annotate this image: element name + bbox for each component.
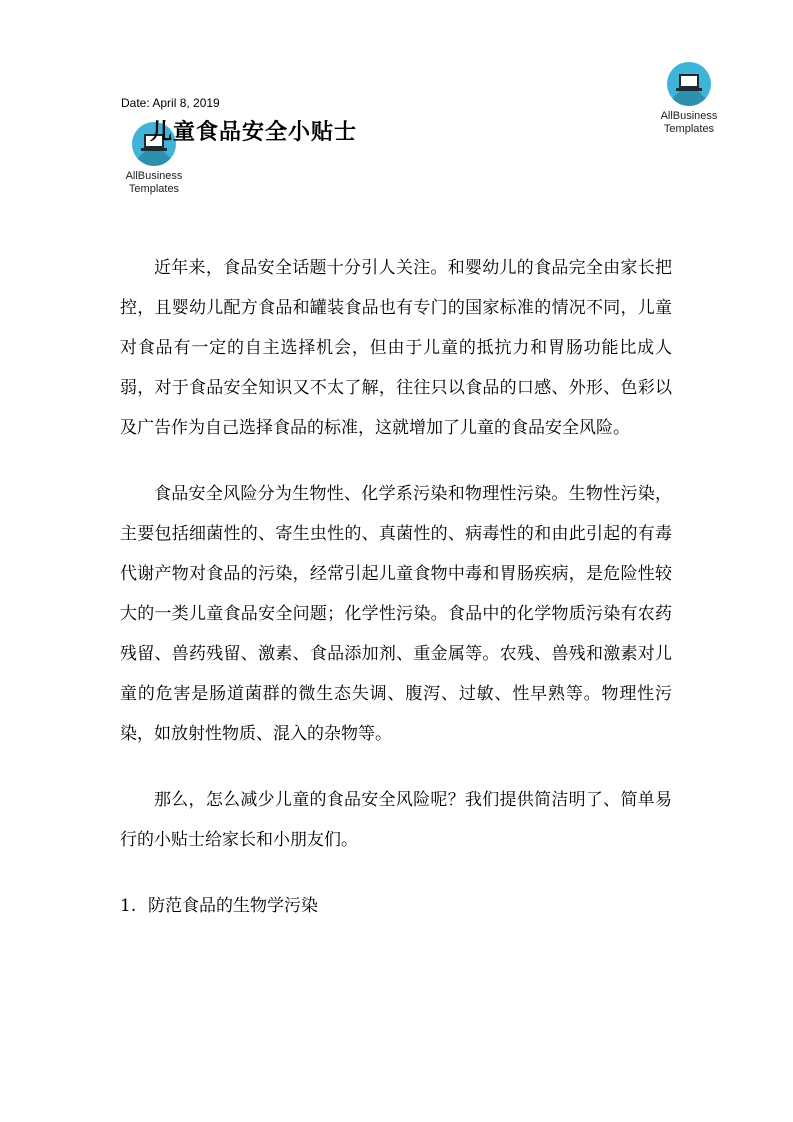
list-number: 1. [120,896,137,916]
laptop-icon [667,62,711,106]
list-text: 防范食品的生物学污染 [148,896,318,916]
logo-text: AllBusiness Templates [660,110,718,135]
document-date: Date: April 8, 2019 [121,96,220,110]
document-body [120,248,672,926]
paragraph: 食品安全风险分为生物性、化学系污染和物理性污染。生物性污染，主要包括细菌性的、寄生虫性的、真菌性的、病毒性的和由此引起的有毒代谢产物对食品的污染，经常引起儿童食物中毒和胃肠疾病，是危险性较大的一类儿童食品安全问题；化学性污染。食品中的化学物质污染有农药残留、兽药残留、激素、食品添加剂、重金属等。农残、兽残和激素对儿童的危害是肠道菌群的微生态失调、腹泻、过敏、性早熟等。物理性污染，如放射性物质、混入的杂物等。 [120,484,672,744]
logo-text: AllBusiness Templates [125,170,183,195]
paragraph: 那么，怎么减少儿童的食品安全风险呢？我们提供简洁明了、简单易行的小贴士给家长和小朋友们。 [120,790,672,850]
paragraph: 近年来，食品安全话题十分引人关注。和婴幼儿的食品完全由家长把控，且婴幼儿配方食品和罐装食品也有专门的国家标准的情况不同，儿童对食品有一定的自主选择机会，但由于儿童的抵抗力和胃肠功能比成人弱，对于食品安全知识又不太了解，往往只以食品的口感、外形、色彩以及广告作为自己选择食品的标准，这就增加了儿童的食品安全风险。 [120,258,672,438]
list-item [120,886,672,926]
company-logo-top-right [644,62,734,136]
page-title: 儿童食品安全小贴士 [150,119,358,145]
